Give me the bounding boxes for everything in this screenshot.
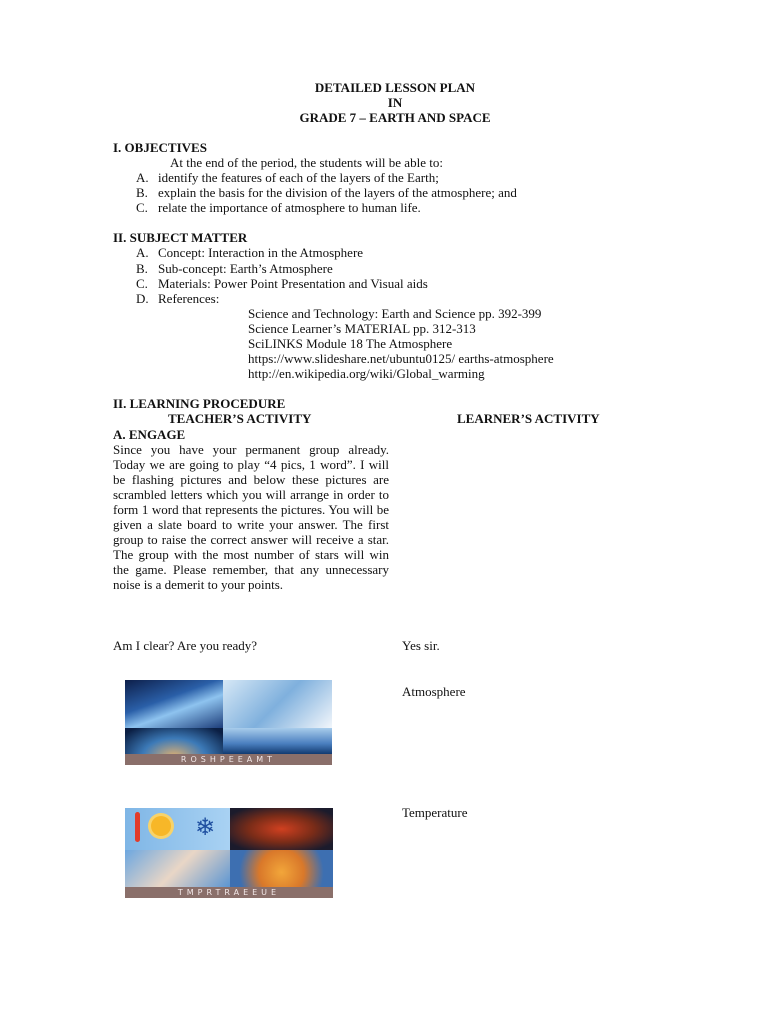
engage-heading: A. ENGAGE [113, 427, 186, 442]
learner-activity-header: LEARNER’S ACTIVITY [457, 411, 600, 426]
subject-letter: A. [136, 245, 149, 260]
objectives-heading: I. OBJECTIVES [113, 140, 207, 155]
subject-text: Materials: Power Point Presentation and Visual aids [158, 276, 428, 291]
sun-icon [151, 816, 171, 836]
objective-item [136, 200, 421, 215]
reference-item: SciLINKS Module 18 The Atmosphere [248, 336, 453, 351]
reference-item: Science Learner’s MATERIAL pp. 312-313 [248, 321, 476, 336]
scrambled-letters: ROSHPEEAMT [125, 754, 332, 765]
teacher-activity-header: TEACHER’S ACTIVITY [168, 411, 312, 426]
subject-letter: D. [136, 291, 149, 306]
objective-letter: A. [136, 170, 149, 185]
reference-link: https://www.slideshare.net/ubuntu0125/ earths-atmosphere [248, 351, 554, 366]
puzzle-answer: Temperature [402, 805, 468, 820]
objectives-intro: At the end of the period, the students will be able to: [170, 155, 443, 170]
subject-letter: C. [136, 276, 148, 291]
subject-matter-heading: II. SUBJECT MATTER [113, 230, 248, 245]
subject-item [136, 245, 363, 260]
procedure-heading: II. LEARNING PROCEDURE [113, 396, 286, 411]
subject-item [136, 276, 428, 291]
learner-answer: Yes sir. [402, 638, 440, 653]
objective-text: relate the importance of atmosphere to human life. [158, 200, 421, 215]
thermometer-icon [135, 812, 140, 842]
doc-title-line-1: DETAILED LESSON PLAN [314, 80, 476, 95]
subject-item [136, 291, 219, 306]
objective-item [136, 170, 439, 185]
puzzle-image-atmosphere [125, 680, 332, 765]
puzzle-image-temperature [125, 808, 333, 898]
subject-text: References: [158, 291, 220, 306]
reference-item: Science and Technology: Earth and Science pp. 392-399 [248, 306, 542, 321]
puzzle-answer: Atmosphere [402, 684, 466, 699]
reference-link: http://en.wikipedia.org/wiki/Global_warming [248, 366, 485, 381]
doc-title-line-3: GRADE 7 – EARTH AND SPACE [299, 110, 491, 125]
subject-text: Concept: Interaction in the Atmosphere [158, 245, 364, 260]
objective-text: identify the features of each of the layers of the Earth; [158, 170, 439, 185]
engage-instructions: Since you have your permanent group already. Today we are going to play “4 pics, 1 word”. I will be flashing pictures and below these pictures are scrambled letters which you will arrange in order to form 1 word that represents the pictures. You will be given a slate board to write your answer. The first group to raise the correct answer will receive a star. The group with the most number of stars will win the game. Please remember, that any unnecessary noise is a demerit to your points. [113, 442, 389, 593]
objective-letter: B. [136, 185, 148, 200]
snowflake-icon: ❄ [195, 813, 216, 841]
doc-title-line-2: IN [387, 95, 403, 110]
scrambled-letters: TMPRTRAEEUE [125, 887, 333, 898]
subject-item [136, 261, 333, 276]
objective-letter: C. [136, 200, 148, 215]
subject-letter: B. [136, 261, 148, 276]
objective-text: explain the basis for the division of the layers of the atmosphere; and [158, 185, 517, 200]
subject-text: Sub-concept: Earth’s Atmosphere [158, 261, 333, 276]
objective-item [136, 185, 517, 200]
teacher-question: Am I clear? Are you ready? [113, 638, 258, 653]
